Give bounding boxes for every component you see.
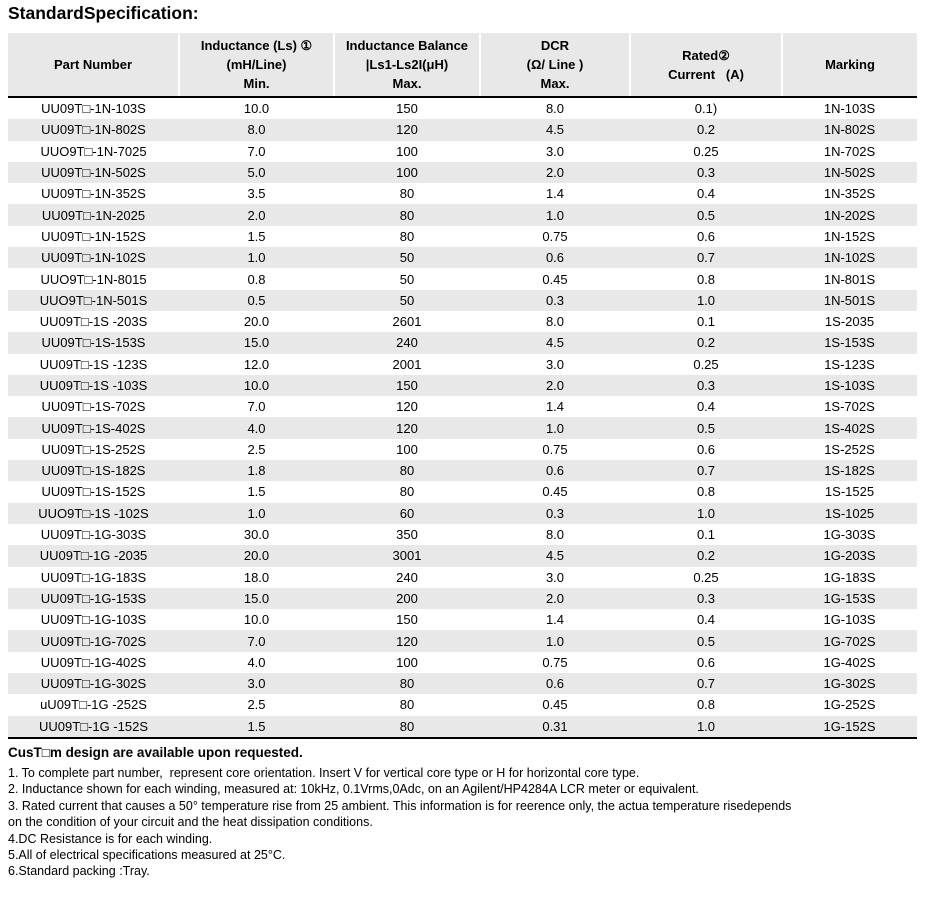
- table-cell: 8.0: [545, 101, 565, 117]
- table-row: [8, 162, 917, 183]
- table-cell: 1S-1525: [824, 484, 875, 500]
- table-cell: UU09T□-1G-402S: [40, 654, 147, 670]
- table-cell: 120: [334, 119, 480, 140]
- table-cell: 1N-502S: [782, 162, 917, 183]
- table-row: [8, 290, 917, 311]
- table-cell: 10.0: [179, 375, 334, 396]
- table-cell: 1N-102S: [782, 247, 917, 268]
- note-line: on the condition of your circuit and the heat dissipation conditions.: [8, 815, 373, 830]
- column-header-dcr: DCR (Ω/ Line ) Max.: [480, 33, 630, 97]
- note-line: 2. Inductance shown for each winding, measured at: 10kHz, 0.1Vrms,0Adc, on an Agilent/HP4284A LCR meter or equivalent.: [8, 782, 699, 797]
- table-cell: 0.1: [696, 314, 716, 330]
- table-cell: 1.0: [630, 503, 782, 524]
- table-cell: UU09T□-1G-183S: [40, 569, 147, 585]
- spec-table: [8, 33, 917, 739]
- table-cell: 0.4: [696, 612, 716, 628]
- table-cell: 60: [334, 503, 480, 524]
- table-row: [8, 311, 917, 332]
- table-cell: UU09T□-1N-352S: [41, 186, 146, 202]
- table-cell: 3.5: [247, 186, 266, 202]
- table-cell: 5.0: [179, 162, 334, 183]
- table-cell: UU09T□-1N-152S: [41, 228, 146, 244]
- table-cell: UUO9T□-1N-7025: [40, 143, 147, 159]
- footnotes: [8, 744, 918, 880]
- table-cell: 0.6: [480, 673, 630, 694]
- table-cell: 0.2: [630, 545, 782, 566]
- table-cell: 1G-402S: [823, 654, 876, 670]
- table-cell: 4.5: [480, 545, 630, 566]
- table-row: [8, 588, 917, 609]
- table-cell: 0.3: [630, 162, 782, 183]
- table-cell: 80: [334, 716, 480, 738]
- table-row: [8, 694, 917, 715]
- table-cell: 120: [396, 399, 418, 415]
- column-header-part-number: Part Number: [8, 33, 179, 97]
- table-cell: UU09T□-1S-702S: [41, 399, 146, 415]
- table-cell: 0.1: [696, 527, 716, 543]
- note-line: 4.DC Resistance is for each winding.: [8, 831, 213, 846]
- table-cell: 1.0: [480, 204, 630, 225]
- table-row: [8, 716, 917, 738]
- table-cell: 100: [396, 441, 418, 457]
- table-row: [8, 652, 917, 673]
- table-cell: 0.4: [696, 399, 716, 415]
- table-cell: 1G-203S: [782, 545, 917, 566]
- table-cell: 80: [334, 204, 480, 225]
- table-cell: UU09T□-1S-402S: [8, 417, 179, 438]
- table-cell: 0.7: [630, 460, 782, 481]
- table-cell: UU09T□-1G-302S: [8, 673, 179, 694]
- table-cell: UU09T□-1S -203S: [39, 314, 148, 330]
- table-cell: 1N-702S: [823, 143, 876, 159]
- table-row: [8, 332, 917, 353]
- table-cell: 1.0: [480, 417, 630, 438]
- table-cell: 1.5: [247, 228, 266, 244]
- page-title: StandardSpecification:: [8, 3, 199, 23]
- table-cell: 1.4: [545, 186, 565, 202]
- table-cell: 15.0: [179, 588, 334, 609]
- table-cell: UU09T□-1S-153S: [8, 332, 179, 353]
- custom-design-note: CusT□m design are available upon requested.: [8, 745, 303, 760]
- table-row: [8, 354, 917, 375]
- table-cell: 1G-252S: [823, 697, 876, 713]
- table-cell: 3.0: [545, 143, 565, 159]
- table-cell: 0.25: [693, 569, 719, 585]
- table-row: [8, 524, 917, 545]
- table-cell: UU09T□-1N-2025: [8, 204, 179, 225]
- table-cell: UUO9T□-1N-501S: [8, 290, 179, 311]
- table-cell: 1.0: [630, 716, 782, 738]
- table-cell: 4.0: [179, 417, 334, 438]
- table-cell: 200: [334, 588, 480, 609]
- table-cell: 20.0: [179, 545, 334, 566]
- table-cell: 1S-1025: [782, 503, 917, 524]
- table-cell: 18.0: [243, 569, 270, 585]
- table-cell: UU09T□-1N-103S: [41, 101, 146, 117]
- table-cell: 1.4: [545, 612, 565, 628]
- table-cell: UU09T□-1S-182S: [8, 460, 179, 481]
- table-cell: 1.5: [247, 484, 266, 500]
- table-cell: 2601: [392, 314, 422, 330]
- table-cell: 0.3: [480, 503, 630, 524]
- table-body: [8, 97, 917, 738]
- table-cell: 1.4: [545, 399, 565, 415]
- table-cell: 1S-123S: [824, 356, 875, 372]
- table-cell: UU09T□-1G-303S: [40, 527, 147, 543]
- table-cell: 1N-801S: [823, 271, 876, 287]
- table-cell: 350: [396, 527, 418, 543]
- table-row: [8, 247, 917, 268]
- table-cell: 20.0: [243, 314, 270, 330]
- note-lines: [8, 765, 918, 880]
- table-cell: 8.0: [179, 119, 334, 140]
- table-cell: UU09T□-1S-152S: [41, 484, 146, 500]
- table-cell: 2.0: [480, 588, 630, 609]
- table-cell: UU09T□-1G-103S: [40, 612, 147, 628]
- table-cell: 4.5: [480, 119, 630, 140]
- table-cell: 0.7: [630, 247, 782, 268]
- table-cell: 2001: [392, 356, 422, 372]
- table-cell: 120: [334, 417, 480, 438]
- table-cell: UU09T□-1S-252S: [41, 441, 146, 457]
- table-cell: 0.8: [696, 484, 716, 500]
- header-row: [8, 33, 917, 97]
- table-cell: 2.0: [480, 162, 630, 183]
- table-cell: 15.0: [179, 332, 334, 353]
- table-row: [8, 481, 917, 502]
- table-cell: 0.2: [630, 119, 782, 140]
- table-cell: 1.5: [179, 716, 334, 738]
- table-cell: 0.6: [696, 228, 716, 244]
- table-row: [8, 460, 917, 481]
- table-cell: 12.0: [243, 356, 270, 372]
- table-cell: 50: [334, 247, 480, 268]
- table-cell: 1.8: [179, 460, 334, 481]
- table-cell: 1S-252S: [824, 441, 875, 457]
- table-cell: UU09T□-1S -123S: [39, 356, 148, 372]
- table-cell: uU09T□-1G -252S: [40, 697, 147, 713]
- table-cell: 2.0: [179, 204, 334, 225]
- table-cell: 3.0: [545, 356, 565, 372]
- table-cell: 50: [334, 290, 480, 311]
- table-cell: 1N-103S: [823, 101, 876, 117]
- table-cell: 0.6: [480, 247, 630, 268]
- table-row: [8, 503, 917, 524]
- table-cell: 1N-501S: [782, 290, 917, 311]
- table-cell: 4.5: [480, 332, 630, 353]
- table-row: [8, 141, 917, 162]
- table-cell: 2.0: [480, 375, 630, 396]
- table-cell: 240: [334, 332, 480, 353]
- table-cell: 50: [399, 271, 415, 287]
- table-row: [8, 119, 917, 140]
- table-cell: 0.6: [480, 460, 630, 481]
- table-cell: 1G-152S: [782, 716, 917, 738]
- table-cell: 0.5: [630, 417, 782, 438]
- table-cell: 0.31: [480, 716, 630, 738]
- table-cell: 2.5: [247, 441, 266, 457]
- table-cell: 80: [399, 697, 415, 713]
- note-line: 3. Rated current that causes a 50° temperature rise from 25 ambient. This information is for reerence only, the actua temperature risedepends: [8, 798, 792, 813]
- table-row: [8, 567, 917, 588]
- table-cell: 0.2: [630, 332, 782, 353]
- table-cell: 3001: [334, 545, 480, 566]
- table-cell: 1S-182S: [782, 460, 917, 481]
- table-cell: UUO9T□-1S -102S: [8, 503, 179, 524]
- table-cell: 0.8: [696, 697, 716, 713]
- table-cell: 0.5: [179, 290, 334, 311]
- table-cell: 80: [399, 186, 415, 202]
- table-cell: 150: [396, 101, 418, 117]
- table-cell: 1S-153S: [782, 332, 917, 353]
- table-cell: 30.0: [243, 527, 270, 543]
- table-cell: 240: [396, 569, 418, 585]
- table-cell: 7.0: [247, 143, 266, 159]
- table-cell: UU09T□-1G-153S: [8, 588, 179, 609]
- table-cell: 0.45: [542, 484, 568, 500]
- table-cell: 10.0: [243, 612, 270, 628]
- table-cell: 0.3: [630, 375, 782, 396]
- table-row: [8, 97, 917, 119]
- table-cell: 1G-103S: [823, 612, 876, 628]
- table-cell: 120: [334, 630, 480, 651]
- table-cell: 1.0: [179, 503, 334, 524]
- table-cell: 1S-702S: [824, 399, 875, 415]
- table-cell: 0.1): [694, 101, 718, 117]
- table-row: [8, 673, 917, 694]
- table-cell: 3.0: [545, 569, 565, 585]
- table-cell: UU09T□-1G -2035: [8, 545, 179, 566]
- table-cell: 100: [396, 654, 418, 670]
- table-cell: 0.8: [696, 271, 716, 287]
- table-row: [8, 204, 917, 225]
- note-line: 1. To complete part number, represent core orientation. Insert V for vertical core type or H for horizontal core type.: [8, 766, 640, 780]
- table-row: [8, 545, 917, 566]
- table-row: [8, 439, 917, 460]
- table-cell: 1G-302S: [782, 673, 917, 694]
- table-cell: 1N-352S: [823, 186, 876, 202]
- table-cell: 0.45: [542, 697, 568, 713]
- table-row: [8, 396, 917, 417]
- table-cell: 1N-152S: [823, 228, 876, 244]
- table-row: [8, 183, 917, 204]
- table-cell: 1S-402S: [782, 417, 917, 438]
- table-cell: UU09T□-1N-102S: [8, 247, 179, 268]
- table-cell: 8.0: [545, 527, 565, 543]
- table-cell: 150: [334, 375, 480, 396]
- table-cell: 1N-202S: [782, 204, 917, 225]
- table-cell: 2.5: [247, 697, 266, 713]
- table-cell: UU09T□-1N-502S: [8, 162, 179, 183]
- table-cell: 80: [399, 484, 415, 500]
- note-line: 6.Standard packing :Tray.: [8, 864, 150, 879]
- table-cell: UU09T□-1G -152S: [8, 716, 179, 738]
- column-header-inductance-balance: Inductance Balance |Ls1-Ls2I(μH) Max.: [334, 33, 480, 97]
- table-cell: 1.0: [630, 290, 782, 311]
- column-header-marking: Marking: [782, 33, 917, 97]
- table-cell: 0.75: [542, 441, 568, 457]
- table-cell: UUO9T□-1N-8015: [40, 271, 147, 287]
- table-row: [8, 630, 917, 651]
- table-cell: 1S-2035: [824, 314, 875, 330]
- note-line: 5.All of electrical specifications measured at 25°C.: [8, 848, 286, 863]
- table-cell: 0.6: [696, 654, 716, 670]
- table-cell: 1.0: [480, 630, 630, 651]
- table-cell: 1S-103S: [782, 375, 917, 396]
- table-cell: 0.8: [247, 271, 266, 287]
- table-cell: UU09T□-1N-802S: [8, 119, 179, 140]
- table-cell: UU09T□-1S -103S: [8, 375, 179, 396]
- table-header: [8, 33, 917, 97]
- table-cell: 7.0: [179, 630, 334, 651]
- table-row: [8, 417, 917, 438]
- table-cell: 0.45: [542, 271, 568, 287]
- table-cell: 0.25: [693, 143, 719, 159]
- table-cell: 1G-702S: [782, 630, 917, 651]
- table-cell: 0.5: [630, 630, 782, 651]
- table-cell: 10.0: [243, 101, 270, 117]
- table-cell: 0.3: [630, 588, 782, 609]
- table-cell: 4.0: [247, 654, 266, 670]
- table-cell: 100: [396, 143, 418, 159]
- table-row: [8, 609, 917, 630]
- table-cell: 1G-183S: [823, 569, 876, 585]
- table-cell: 1N-802S: [782, 119, 917, 140]
- table-cell: 80: [334, 460, 480, 481]
- table-cell: 80: [334, 673, 480, 694]
- table-row: [8, 375, 917, 396]
- table-cell: 0.3: [480, 290, 630, 311]
- table-cell: 1.0: [179, 247, 334, 268]
- table-cell: 0.6: [696, 441, 716, 457]
- table-cell: 3.0: [179, 673, 334, 694]
- table-cell: 150: [396, 612, 418, 628]
- column-header-rated-current: Rated② Current (A): [630, 33, 782, 97]
- table-cell: 0.5: [630, 204, 782, 225]
- table-row: [8, 268, 917, 289]
- table-cell: 0.4: [696, 186, 716, 202]
- table-row: [8, 226, 917, 247]
- table-cell: 0.75: [542, 228, 568, 244]
- table-cell: 0.75: [542, 654, 568, 670]
- table-cell: 8.0: [545, 314, 565, 330]
- table-cell: 1G-303S: [823, 527, 876, 543]
- table-cell: 7.0: [247, 399, 266, 415]
- table-cell: 100: [334, 162, 480, 183]
- table-cell: 0.25: [693, 356, 719, 372]
- column-header-inductance: Inductance (Ls) ① (mH/Line) Min.: [179, 33, 334, 97]
- table-cell: UU09T□-1G-702S: [8, 630, 179, 651]
- table-cell: 0.7: [630, 673, 782, 694]
- table-cell: 1G-153S: [782, 588, 917, 609]
- table-cell: 80: [399, 228, 415, 244]
